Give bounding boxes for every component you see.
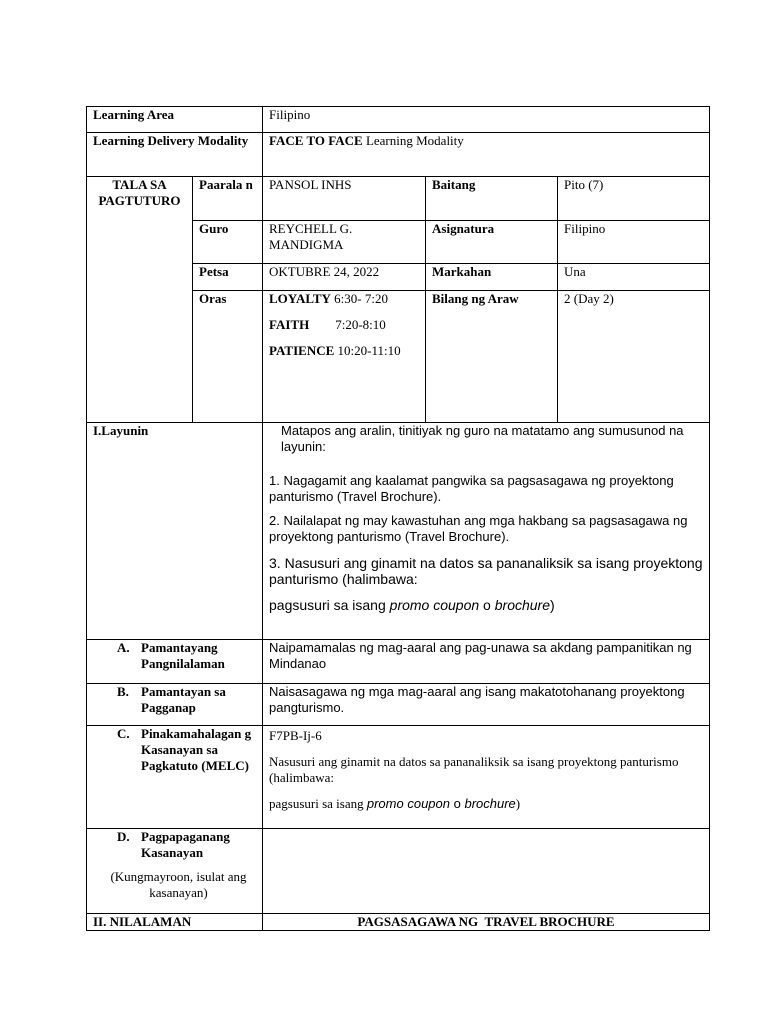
paaralan-label: Paarala n (193, 177, 263, 221)
layunin-item: 2. Nailalapat ng may kawastuhan ang mga hakbang sa pagsasagawa ng proyektong panturismo (Travel Brochure). (269, 513, 688, 544)
section-d-label (87, 829, 263, 914)
tail-emphasis: brochure (494, 597, 551, 613)
petsa-label: Petsa (193, 264, 263, 291)
section-label: Pinakamahalagan g Kasanayan sa Pagkatuto (MELC) (141, 726, 252, 773)
paaralan-row (87, 177, 710, 221)
section-name: LOYALTY (269, 291, 331, 306)
nilalaman-row (87, 914, 710, 931)
melc-code: F7PB-Ij-6 (269, 728, 322, 743)
learning-area-row (87, 107, 710, 133)
tail-mid: o (450, 796, 465, 811)
melc-text: Nasusuri ang ginamit na datos sa pananaliksik sa isang proyektong panturismo (halimbawa: (269, 754, 679, 785)
pamantayang-pangnilalaman-row (87, 640, 710, 684)
tala-label: TALA SA PAGTUTURO (87, 177, 193, 423)
layunin-intro-text: Matapos ang aralin, tinitiyak ng guro na matatamo ang sumusunod na layunin: (281, 423, 684, 454)
section-c-value (263, 726, 710, 829)
delivery-modality-row (87, 133, 710, 177)
tail-mid: o (479, 597, 495, 613)
section-letter: C. (117, 726, 130, 741)
section-b-label (87, 684, 263, 726)
pagpapaganang-kasanayan-row (87, 829, 710, 914)
paaralan-value: PANSOL INHS (263, 177, 426, 221)
melc-row (87, 726, 710, 829)
delivery-modality-value (263, 133, 710, 177)
tail-prefix: pagsusuri sa isang (269, 597, 390, 613)
tail-suffix: ) (550, 597, 555, 613)
section-time: 10:20-11:10 (334, 343, 401, 358)
section-label: Pagpapaganang Kasanayan (141, 829, 230, 860)
markahan-label: Markahan (426, 264, 558, 291)
learning-area-value: Filipino (263, 107, 710, 133)
oras-entry (269, 343, 419, 359)
guro-label: Guro (193, 221, 263, 264)
melc-tail (269, 796, 703, 812)
bilang-value: 2 (Day 2) (558, 291, 710, 423)
section-time: 7:20-8:10 (309, 317, 386, 332)
layunin-item: 1. Nagagamit ang kaalamat pangwika sa pagsasagawa ng proyektong panturismo (Travel Brochure). (269, 473, 674, 504)
learning-area-label: Learning Area (87, 107, 263, 133)
nilalaman-label: II. NILALAMAN (87, 914, 263, 931)
section-d-note: (Kungmayroon, isulat ang kasanayan) (110, 869, 247, 900)
asignatura-label: Asignatura (426, 221, 558, 264)
baitang-value: Pito (7) (558, 177, 710, 221)
guro-value: REYCHELL G. MANDIGMA (263, 221, 426, 264)
layunin-row (87, 423, 710, 640)
lesson-plan-table (86, 106, 710, 931)
oras-entry (269, 291, 419, 307)
markahan-value: Una (558, 264, 710, 291)
tail-emphasis: brochure (464, 796, 516, 811)
section-name: FAITH (269, 317, 310, 332)
section-time: 6:30- 7:20 (330, 291, 388, 306)
section-label: Pamantayan sa Pagganap (141, 684, 226, 715)
bilang-label: Bilang ng Araw (426, 291, 558, 423)
delivery-modality-rest: Learning Modality (362, 133, 464, 148)
tail-prefix: pagsusuri sa isang (269, 796, 367, 811)
delivery-modality-label: Learning Delivery Modality (87, 133, 263, 177)
layunin-item-tail (269, 597, 703, 613)
section-d-value (263, 829, 710, 914)
layunin-intro (269, 423, 703, 455)
oras-value (263, 291, 426, 423)
section-letter: B. (117, 684, 129, 699)
tail-suffix: ) (515, 796, 521, 811)
baitang-label: Baitang (426, 177, 558, 221)
section-b-value: Naisasagawa ng mga mag-aaral ang isang makatotohanang proyektong pangturismo. (263, 684, 710, 726)
section-letter: D. (117, 829, 130, 844)
section-a-label (87, 640, 263, 684)
section-letter: A. (117, 640, 130, 655)
pamantayan-sa-pagganap-row (87, 684, 710, 726)
oras-entry (269, 317, 419, 333)
nilalaman-value: PAGSASAGAWA NG TRAVEL BROCHURE (263, 914, 710, 931)
section-name: PATIENCE (269, 343, 335, 358)
oras-label: Oras (193, 291, 263, 423)
layunin-label: I.Layunin (87, 423, 263, 640)
tail-emphasis: promo coupon (389, 597, 480, 613)
section-a-value: Naipamamalas ng mag-aaral ang pag-unawa sa akdang pampanitikan ng Mindanao (263, 640, 710, 684)
tail-emphasis: promo coupon (366, 796, 450, 811)
layunin-content (263, 423, 710, 640)
delivery-modality-bold: FACE TO FACE (269, 133, 363, 148)
layunin-item: 3. Nasusuri ang ginamit na datos sa pananaliksik sa isang proyektong panturismo (halimbawa: (269, 555, 703, 587)
section-label: Pamantayang Pangnilalaman (141, 640, 225, 671)
section-c-label (87, 726, 263, 829)
petsa-value: OKTUBRE 24, 2022 (263, 264, 426, 291)
asignatura-value: Filipino (558, 221, 710, 264)
